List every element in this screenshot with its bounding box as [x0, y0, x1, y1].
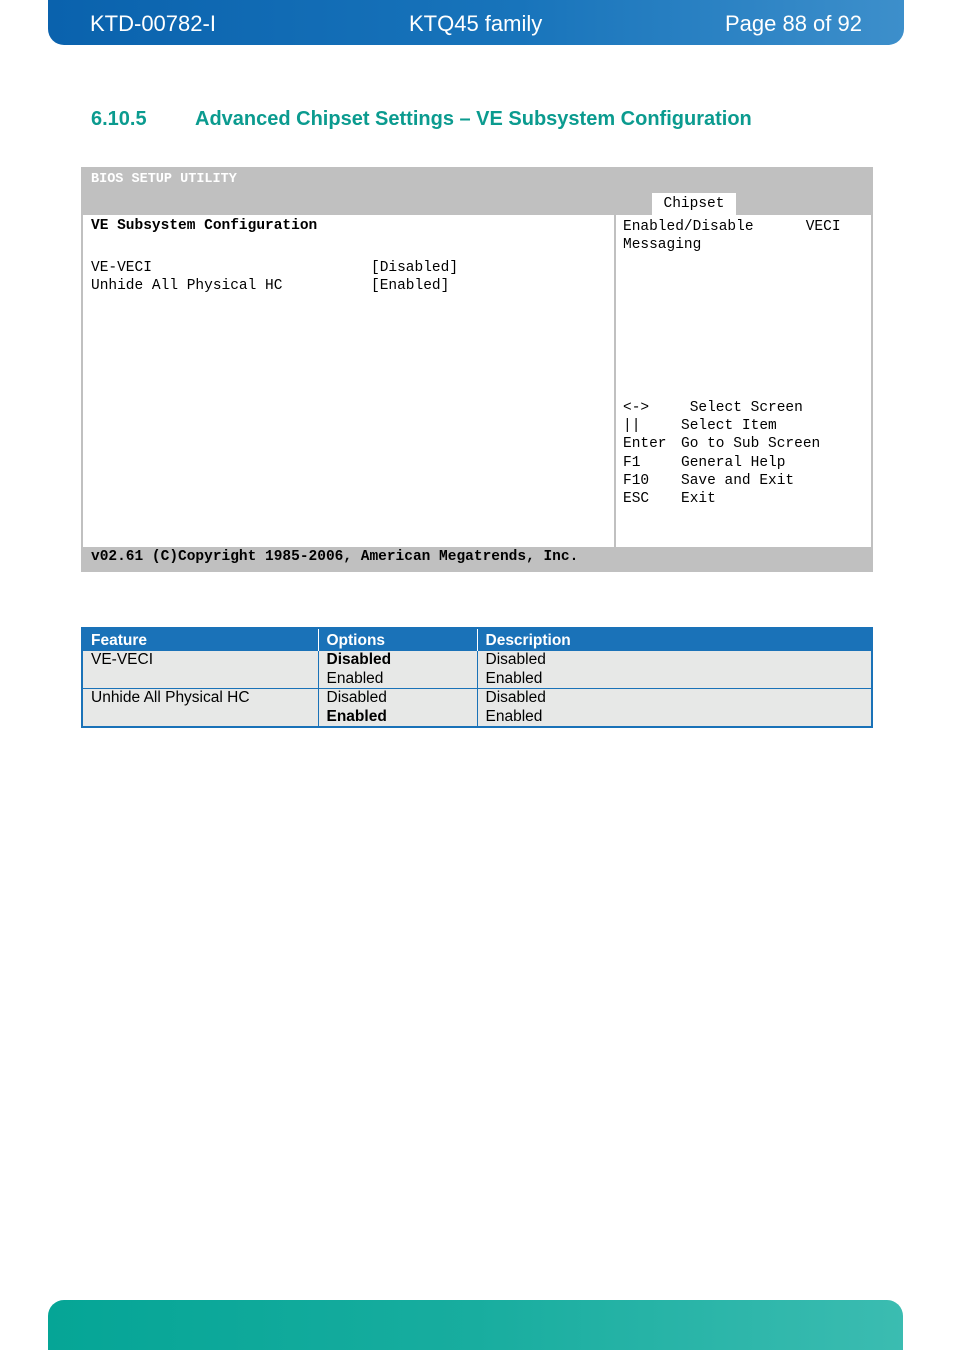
bios-copyright: v02.61 (C)Copyright 1985-2006, American Megatrends, Inc.	[91, 549, 579, 565]
table-row	[82, 651, 872, 689]
option-default: Disabled	[326, 651, 392, 668]
page-footer-bar	[48, 1300, 903, 1350]
description: Enabled	[485, 707, 543, 725]
help-text-line2: Messaging	[623, 237, 702, 253]
page-number: Page 88 of 92	[724, 11, 862, 36]
description-cell	[477, 689, 872, 728]
option: Enabled	[326, 669, 384, 687]
key-name: F1	[623, 455, 641, 471]
setting-label-ve-veci: VE-VECI	[91, 260, 152, 276]
key-action: Exit	[681, 491, 716, 507]
key-name: <->	[623, 400, 650, 416]
options-cell	[318, 689, 477, 728]
description: Enabled	[485, 669, 543, 687]
key-action: General Help	[681, 455, 786, 471]
key-name: ||	[623, 418, 641, 434]
product-family: KTQ45 family	[409, 11, 543, 36]
bios-heading: VE Subsystem Configuration	[91, 218, 318, 234]
help-text-line1: Enabled/Disable VECI	[623, 219, 841, 235]
section-number: 6.10.5	[91, 108, 147, 130]
key-name: ESC	[623, 491, 650, 507]
bios-main-panel	[83, 215, 614, 547]
description: Disabled	[485, 651, 546, 668]
key-name: Enter	[623, 436, 667, 452]
column-header-description: Description	[477, 628, 872, 651]
section-heading	[91, 108, 752, 131]
key-name: F10	[623, 473, 650, 489]
bios-help-panel	[616, 215, 871, 547]
option-default: Enabled	[326, 707, 387, 725]
table-header-row	[82, 628, 872, 651]
description: Disabled	[485, 689, 546, 706]
setting-label-unhide-hc: Unhide All Physical HC	[91, 278, 283, 294]
document-id: KTD-00782-I	[90, 11, 216, 36]
description-cell	[477, 651, 872, 689]
feature-name: VE-VECI	[91, 651, 154, 668]
section-title: Advanced Chipset Settings – VE Subsystem Configuration	[195, 108, 752, 130]
key-action: Select Screen	[681, 400, 803, 416]
table-row	[82, 689, 872, 728]
key-action: Save and Exit	[681, 473, 795, 489]
bios-screen	[81, 167, 873, 572]
feature-cell	[82, 651, 318, 689]
page-header	[48, 0, 904, 45]
feature-table	[81, 627, 873, 728]
column-header-options: Options	[318, 628, 477, 651]
setting-value-ve-veci[interactable]: [Disabled]	[371, 260, 459, 276]
tab-chipset[interactable]: Chipset	[652, 193, 736, 215]
key-action: Select Item	[681, 418, 777, 434]
feature-name: Unhide All Physical HC	[91, 689, 250, 706]
bios-title: BIOS SETUP UTILITY	[91, 172, 237, 187]
setting-value-unhide-hc[interactable]: [Enabled]	[371, 278, 450, 294]
option: Disabled	[326, 689, 387, 706]
options-cell	[318, 651, 477, 689]
column-header-feature: Feature	[82, 628, 318, 651]
key-action: Go to Sub Screen	[681, 436, 821, 452]
feature-cell	[82, 689, 318, 728]
